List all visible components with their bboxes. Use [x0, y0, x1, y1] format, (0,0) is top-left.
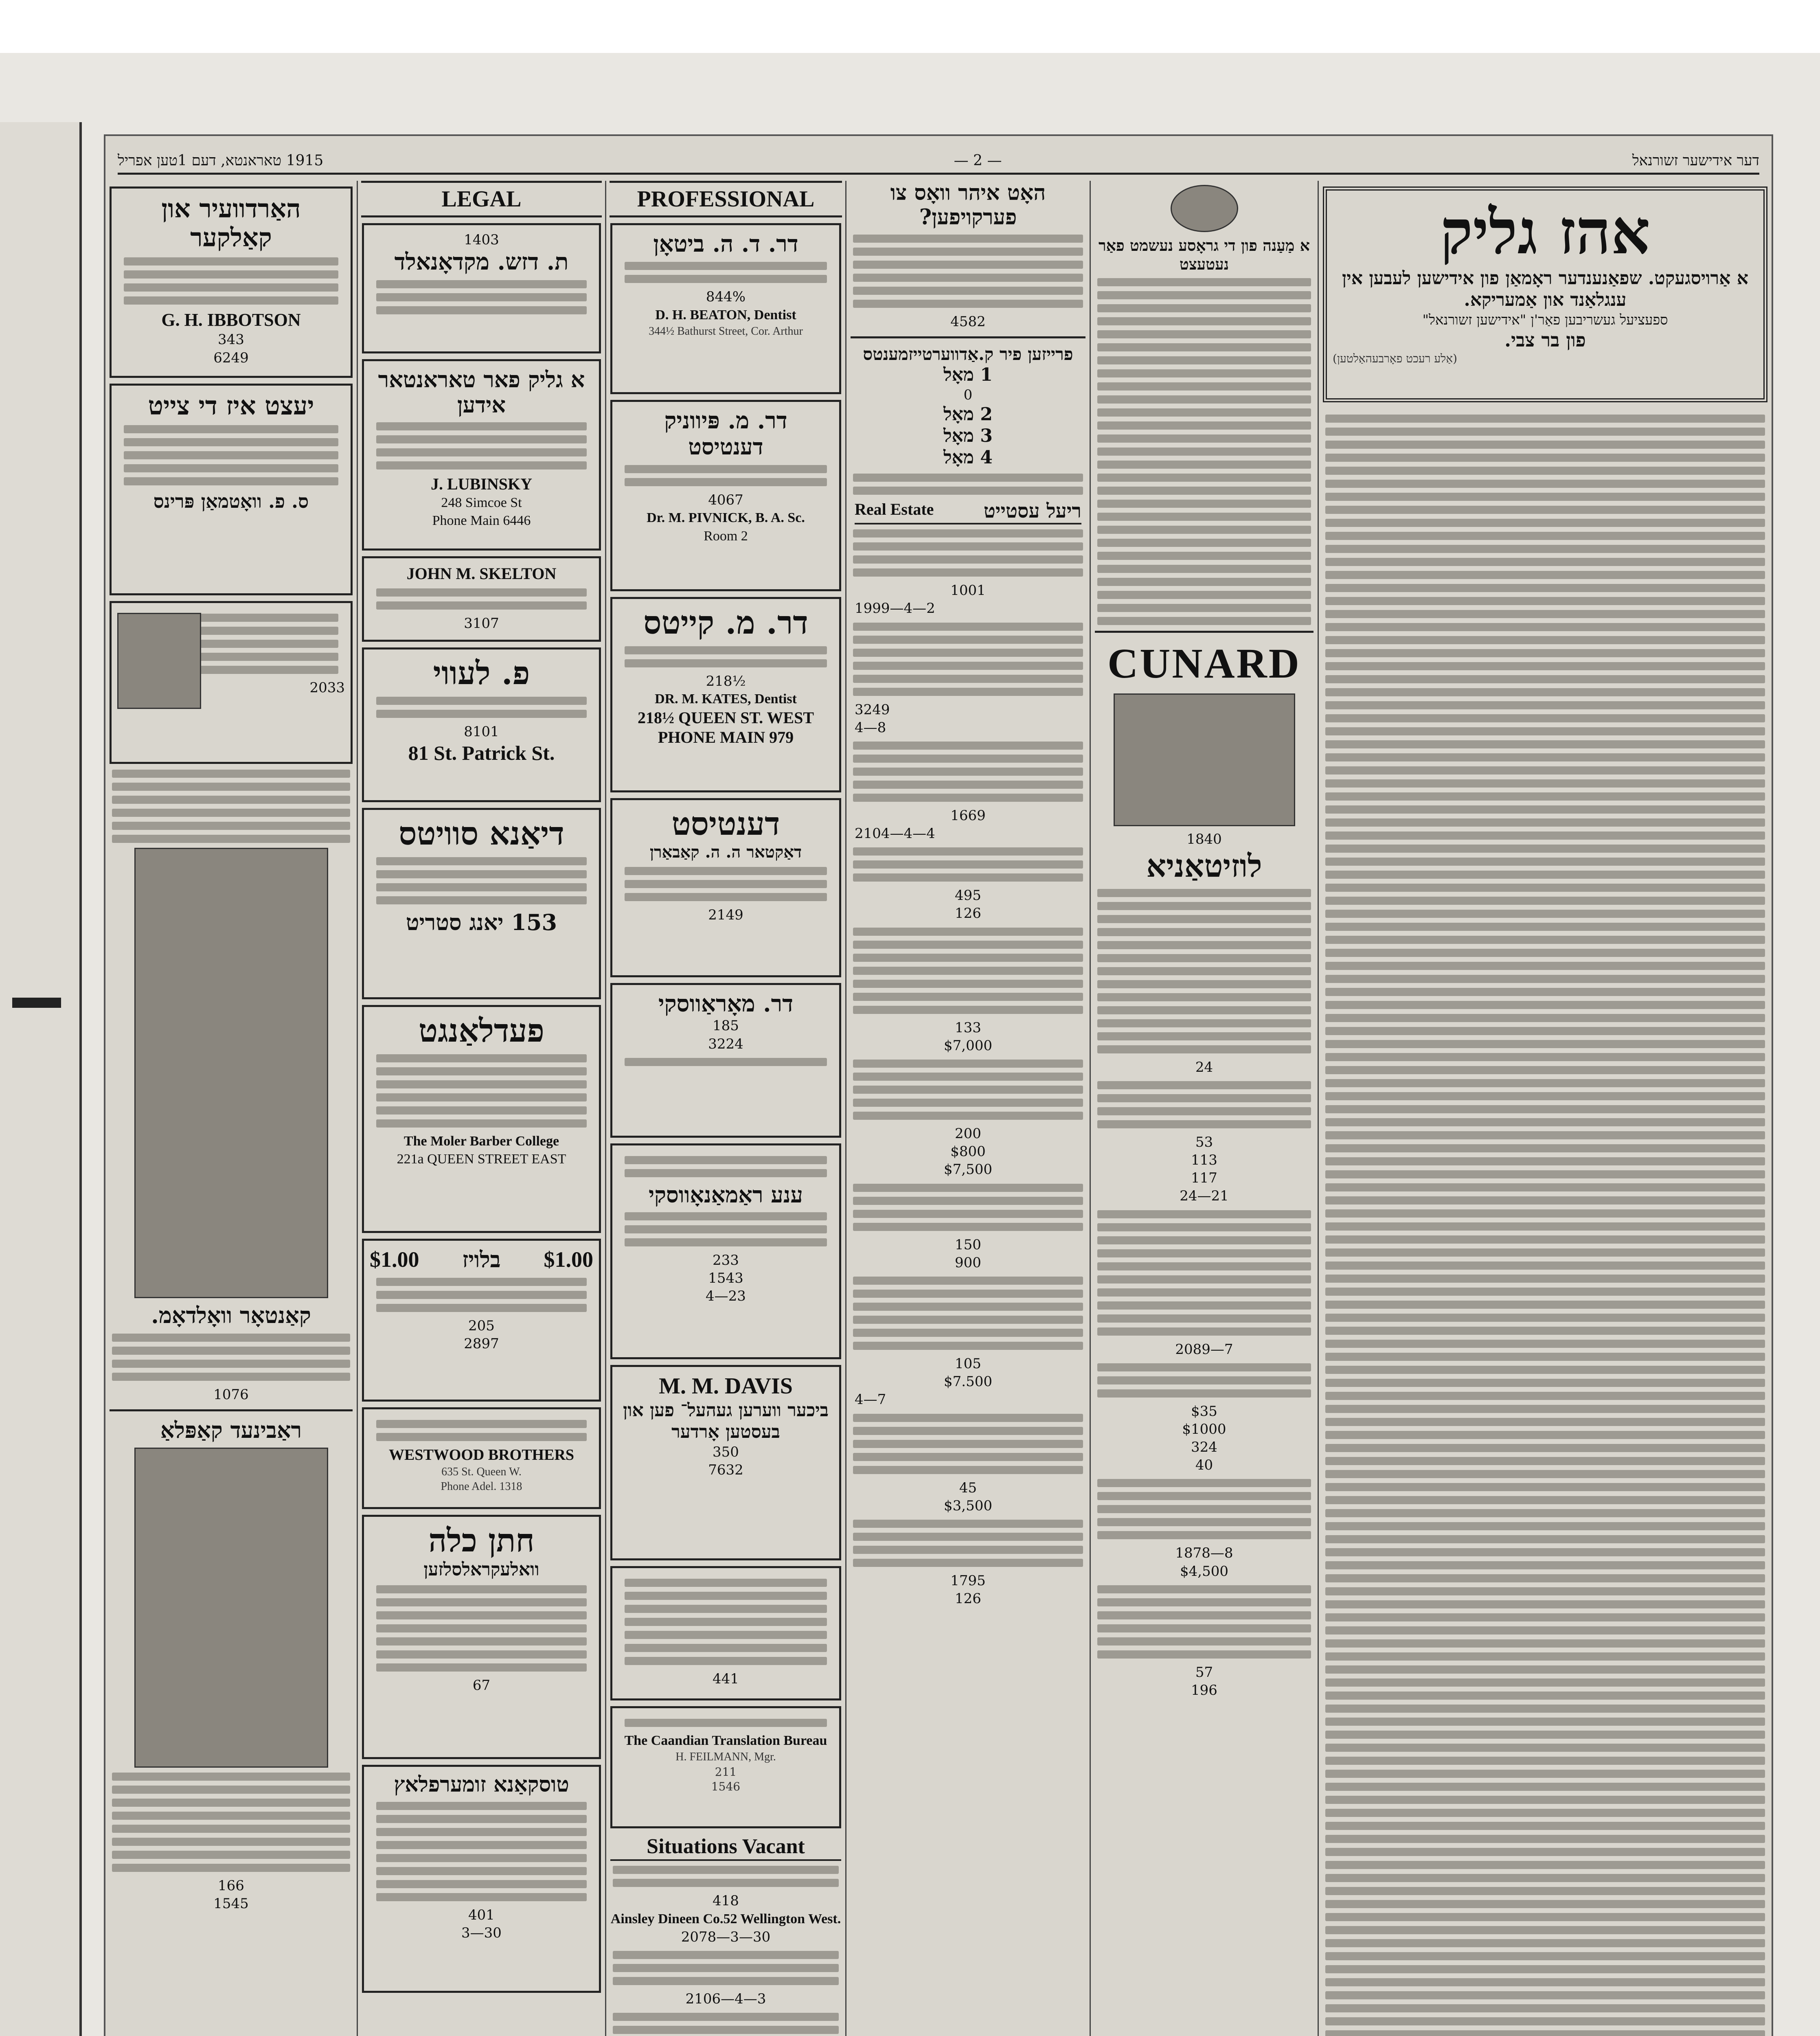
rates-body [853, 474, 1083, 495]
ramanowsky-intro [625, 1156, 827, 1177]
listing-10 [853, 1520, 1083, 1567]
ramanowsky-phone: 1543 [708, 1270, 743, 1287]
levy-address: 81 St. Patrick St. [408, 741, 555, 764]
legal-section-header: LEGAL [361, 181, 602, 217]
barber-school: The Moler Barber College [403, 1133, 559, 1149]
column-6 [1319, 181, 1772, 2036]
ramanowsky-body [625, 1212, 827, 1246]
skelton-body [376, 588, 587, 610]
listing-6-number: 200 [955, 1126, 981, 1142]
situations-body-1 [613, 1866, 839, 1887]
steamship-illustration [1114, 693, 1295, 826]
royal-crest-emblem [1171, 185, 1238, 232]
col5-num-324: 324 [1191, 1439, 1217, 1456]
header-date: 1915 טאראנטא, דעם 1טען אפריל [118, 152, 324, 169]
lusitania-num-2: 53 [1195, 1134, 1213, 1150]
lawyer-ad [362, 223, 601, 353]
divider [851, 336, 1085, 338]
dentist-phone: 2149 [708, 906, 743, 923]
real-estate-header [855, 500, 1081, 525]
real-estate-hebrew: ריעל עסטייט [983, 499, 1081, 522]
translation-manager: H. FEILMANN, Mgr. [675, 1751, 776, 1764]
skelton-name: JOHN M. SKELTON [406, 564, 557, 583]
westwood-address: 635 St. Queen W. [441, 1465, 522, 1478]
col5-date: 2089—7 [1175, 1341, 1233, 1358]
skelton-phone: 3107 [464, 615, 499, 632]
diana-title: דיאַנא סוויטס [399, 815, 564, 852]
beaton-phone: 844% [706, 289, 746, 305]
furrier-title: א גליק פאר טאראנטאר אידען [378, 366, 585, 418]
rate-4: 4 מאָל [943, 447, 993, 468]
levy-phone: 8101 [464, 723, 499, 740]
tailor-ad [110, 601, 353, 764]
beaton-address: 344½ Bathurst Street, Cor. Arthur [649, 325, 803, 338]
moravsky-ad [610, 983, 841, 1138]
rabbi-phone-2: 1545 [213, 1895, 249, 1912]
beaton-name: D. H. BEATON, Dentist [655, 307, 796, 323]
kates-address: 218½ QUEEN ST. WEST [637, 709, 814, 727]
listing-10-number: 1795 [950, 1572, 986, 1589]
strip-rule [12, 998, 61, 1008]
dentist-body [625, 867, 827, 901]
westwood-name: WESTWOOD BROTHERS [388, 1446, 575, 1463]
hardware-title: האַרדוועיר און קאַלקער [161, 194, 301, 253]
classifieds-phone: 4582 [950, 313, 986, 330]
lusitania-num-3: 113 [1191, 1152, 1217, 1168]
ramanowsky-number: 233 [713, 1252, 739, 1269]
furrier-ad [362, 359, 601, 551]
adjacent-page-strip [0, 122, 82, 2036]
kantor-title: קאַנטאָר וואָלדאָמ. [151, 1302, 311, 1328]
ramanowsky-title: ענע ראַמאַנאָווסקי [648, 1182, 803, 1208]
listing-7-number: 150 [955, 1236, 981, 1253]
serial-title-box [1323, 186, 1767, 402]
pivnik-phone: 4067 [708, 492, 743, 509]
translation-name: The Caandian Translation Bureau [624, 1733, 827, 1748]
lusitania-body-2 [1097, 1081, 1311, 1128]
dentist-ad [610, 798, 841, 977]
toscana-body [376, 1802, 587, 1901]
listing-5-price: $7,000 [944, 1037, 992, 1054]
listing-9-number: 45 [959, 1479, 977, 1496]
col5-price-1: $35 [1191, 1403, 1217, 1419]
barber-college-ad [362, 1005, 601, 1233]
kantor-phone: 1076 [213, 1386, 249, 1403]
listing-4-number: 495 [955, 887, 981, 904]
price-ad [362, 1239, 601, 1402]
col5-body-3 [1097, 1210, 1311, 1336]
kates-phone: PHONE MAIN 979 [658, 728, 794, 747]
hardware-ad [110, 186, 353, 378]
dentist-name: דאַקטאר ה. ה. קאַבאַרן [649, 842, 802, 862]
translation-address: 211 [715, 1765, 737, 1779]
listing-2-date: 4—8 [855, 719, 886, 736]
toscana-phone: 401 [468, 1907, 495, 1923]
furrier-body [376, 422, 587, 470]
col5-price-3: $4,500 [1180, 1563, 1228, 1580]
hardware-phone: 6249 [213, 349, 249, 366]
divider [110, 1409, 353, 1411]
skelton-ad [362, 556, 601, 642]
pivnik-body [625, 465, 827, 486]
serial-author: פון בר צבי. [1504, 329, 1586, 351]
lawyer-phone: 1403 [464, 232, 499, 248]
listing-3-date: 2104—4—4 [855, 825, 935, 842]
ainsley-dineen: Ainsley Dineen Co.52 Wellington West. [610, 1911, 841, 1926]
col5-body-6 [1097, 1585, 1311, 1659]
moravsky-address: 185 [713, 1018, 739, 1034]
column-1 [105, 181, 358, 2036]
westwood-phone: Phone Adel. 1318 [441, 1480, 522, 1493]
column-4 [846, 181, 1091, 2036]
listing-6-price: $800 [950, 1143, 986, 1160]
listing-3-number: 1669 [950, 807, 986, 824]
listing-8-price: $7.500 [944, 1373, 992, 1390]
cantor-portrait [134, 848, 328, 1298]
serial-headline: אהז גליק [1440, 196, 1650, 268]
barber-body [376, 1054, 587, 1128]
rabbi-body [112, 1773, 350, 1872]
situations-date-2: 2106—4—3 [685, 1990, 766, 2007]
hardware-address: 343 [218, 331, 244, 348]
situations-body-3 [613, 2013, 839, 2036]
notice-title: א מַעַנה פון די גראָסע נעשמט פאַר נעטעצט [1098, 236, 1310, 273]
price-right: $1.00 [544, 1247, 593, 1272]
westwood-body [376, 1420, 587, 1441]
davis-title: ביכער ווערען געהעל־ פען און בעסטען אָרדער [623, 1400, 829, 1442]
pivnik-title: דר. מ. פּיווניק [664, 407, 787, 434]
price-phone-2: 2897 [464, 1335, 499, 1352]
barber-title: פעדלאַנגט [419, 1012, 544, 1049]
listing-1 [853, 529, 1083, 577]
chosn-subtitle: וואלעקראלסלזען [423, 1559, 539, 1580]
pivnik-subtitle: דענטיסט [688, 434, 763, 460]
listing-8 [853, 1277, 1083, 1350]
price-phone-1: 205 [468, 1317, 495, 1334]
situations-phone: 418 [713, 1893, 739, 1909]
diana-address: 153 יאנג סטריט [406, 909, 557, 935]
rate-1-value: 0 [963, 386, 973, 403]
translation-bureau-ad [610, 1706, 841, 1828]
translation-phone: 1546 [711, 1779, 741, 1793]
classifieds-title: האָט איהר וואָס צו פערקויפען? [890, 181, 1046, 230]
listing-9-price: $3,500 [944, 1497, 992, 1514]
col5-body-5 [1097, 1479, 1311, 1539]
levy-body [376, 697, 587, 718]
situations-date-1: 2078—3—30 [681, 1928, 771, 1945]
ramanowsky-ad [610, 1143, 841, 1359]
lawyer-title: ת. דזש. מקדאָנאלד [394, 248, 569, 276]
chosn-number: 67 [472, 1677, 491, 1694]
lawyer-body [376, 280, 587, 314]
col5-num-57: 57 [1195, 1664, 1213, 1681]
chosn-title: חתן כלה [428, 1522, 535, 1559]
lusitania-num-5: 24—21 [1180, 1188, 1229, 1204]
davis-address: 350 [713, 1444, 739, 1460]
rate-3: 3 מאָל [943, 425, 993, 446]
levy-title: פ. לעווי [433, 655, 530, 692]
price-row [370, 1246, 593, 1273]
ramanowsky-date: 4—23 [706, 1288, 746, 1305]
listing-8-date: 4—7 [855, 1391, 886, 1408]
listing-4 [853, 847, 1083, 882]
kates-name: DR. M. KATES, Dentist [655, 691, 797, 706]
notice-box-body [625, 1579, 827, 1665]
professional-section-header: PROFESSIONAL [610, 181, 842, 217]
kates-title: דר. מ. קייטס [643, 604, 808, 641]
classifieds-intro [853, 235, 1083, 308]
header-title: דער אידישער זשורנאל [1632, 152, 1759, 169]
furrier-name: J. LUBINSKY [431, 475, 532, 494]
listing-1-number: 1001 [950, 582, 986, 599]
furrier-address: 248 Simcoe St [441, 495, 522, 511]
col5-num-1878: 1878—8 [1175, 1545, 1233, 1562]
col5-num-196: 196 [1191, 1682, 1217, 1698]
misc-notices [112, 770, 350, 843]
column-3 [606, 181, 846, 2036]
fuel-phone: 2033 [309, 680, 345, 696]
lusitania-num-1: 24 [1195, 1059, 1213, 1075]
col5-price-2: $1000 [1182, 1421, 1226, 1437]
feinberg-title: ס. פ. וואָטמאַן פּרינס [153, 490, 309, 513]
notice-box-phone: 441 [713, 1671, 739, 1687]
header-page-marker: — 2 — [954, 152, 1002, 169]
serial-text [1325, 415, 1765, 2036]
kates-body [625, 646, 827, 667]
moravsky-body [625, 1058, 827, 1066]
rate-1: 1 מאָל [943, 364, 993, 386]
listing-1-date: 1999—4—2 [855, 600, 935, 617]
col5-num-40: 40 [1195, 1457, 1213, 1474]
fuel-ad [110, 384, 353, 595]
fuel-body [124, 425, 338, 485]
notice-box [610, 1566, 841, 1700]
fuel-title: יעצט איז די צייט [148, 391, 314, 421]
price-body [376, 1278, 587, 1312]
davis-name: M. M. DAVIS [659, 1373, 793, 1399]
lusitania-title: לוזיטאַניא [1146, 848, 1262, 884]
kantor-body [112, 1334, 350, 1381]
westwood-ad [362, 1407, 601, 1509]
dentist-title: דענטיסט [671, 805, 780, 842]
rabbi-phone-1: 166 [218, 1877, 244, 1894]
kates-ad [610, 597, 841, 792]
listing-2-number: 3249 [855, 701, 890, 718]
translation-intro [625, 1719, 827, 1727]
rabbi-title: ראַבינעד קאַפּלאַ [160, 1417, 302, 1443]
price-left: $1.00 [370, 1247, 419, 1272]
toscana-date: 3—30 [461, 1924, 502, 1941]
cunard-logo: CUNARD [1107, 640, 1301, 687]
listing-6-price-b: $7,500 [944, 1161, 992, 1178]
pivnik-room: Room 2 [704, 528, 748, 544]
lusitania-num-4: 117 [1191, 1170, 1217, 1187]
column-2 [358, 181, 606, 2036]
serial-subheadline: א אַרויסגעקט. שפאַנענדער ראָמאַן פון אידישען לעבען אין ענגלאַנד און אַמעריקא. [1342, 268, 1748, 310]
davis-ad [610, 1365, 841, 1560]
hardware-body [124, 257, 338, 305]
situations-body-2 [613, 1951, 839, 1985]
toscana-title: טוסקאַנא זומערפלאץ [394, 1772, 569, 1797]
moravsky-title: דר. מאָראַווסקי [658, 990, 794, 1017]
diana-sweets-ad [362, 808, 601, 999]
col5-body-4 [1097, 1363, 1311, 1398]
newspaper-page [104, 134, 1773, 2036]
listing-5 [853, 928, 1083, 1014]
moravsky-phone: 3224 [708, 1036, 743, 1052]
beaton-body [625, 262, 827, 283]
kates-number: 218½ [706, 673, 746, 689]
page-header [118, 148, 1759, 175]
rates-title: פרייזען פיר ק.אַדווערטייזמענטס [863, 344, 1073, 364]
situations-vacant-header: Situations Vacant [610, 1834, 841, 1861]
pivnik-ad [610, 400, 841, 591]
listing-8-number: 105 [955, 1355, 981, 1372]
listing-10-number-b: 126 [955, 1591, 981, 1607]
pivnik-name: Dr. M. PIVNICK, B. A. Sc. [647, 510, 805, 526]
listing-7 [853, 1184, 1083, 1231]
listing-7-number-b: 900 [955, 1254, 981, 1271]
listing-3 [853, 742, 1083, 802]
levy-ad [362, 647, 601, 802]
portrait-photo-1 [117, 613, 201, 709]
davis-phone: 7632 [708, 1461, 743, 1478]
price-label: בלויז [462, 1246, 501, 1272]
diana-body [376, 857, 587, 904]
divider [1095, 631, 1313, 633]
listing-9 [853, 1414, 1083, 1474]
listing-6 [853, 1060, 1083, 1120]
beaton-ad [610, 223, 841, 394]
listing-2 [853, 623, 1083, 696]
serial-translator: ספעציעל געשריבען פאַר'ן "אידישען זשורנאל" [1422, 312, 1668, 328]
barber-address: 221a QUEEN STREET EAST [397, 1151, 566, 1167]
hardware-name: G. H. IBBOTSON [161, 309, 301, 330]
toscana-ad [362, 1765, 601, 1993]
beaton-title: דר. ד. ה. ביטאָן [653, 230, 798, 257]
lusitania-body [1097, 889, 1311, 1053]
chosn-body [376, 1585, 587, 1672]
notice-body [1097, 278, 1311, 625]
real-estate-english: Real Estate [855, 500, 934, 518]
rabbi-portrait [134, 1448, 328, 1768]
column-5 [1091, 181, 1319, 2036]
rate-2: 2 מאָל [943, 404, 993, 425]
listing-5-number: 133 [955, 1019, 981, 1036]
furrier-phone: Phone Main 6446 [432, 513, 531, 529]
listing-4-number-b: 126 [955, 905, 981, 922]
serial-rights: (אַלע רעכט פאָרבעהאַלטען) [1333, 351, 1458, 365]
cunard-year: 1840 [1186, 831, 1222, 847]
wedding-ad [362, 1515, 601, 1759]
